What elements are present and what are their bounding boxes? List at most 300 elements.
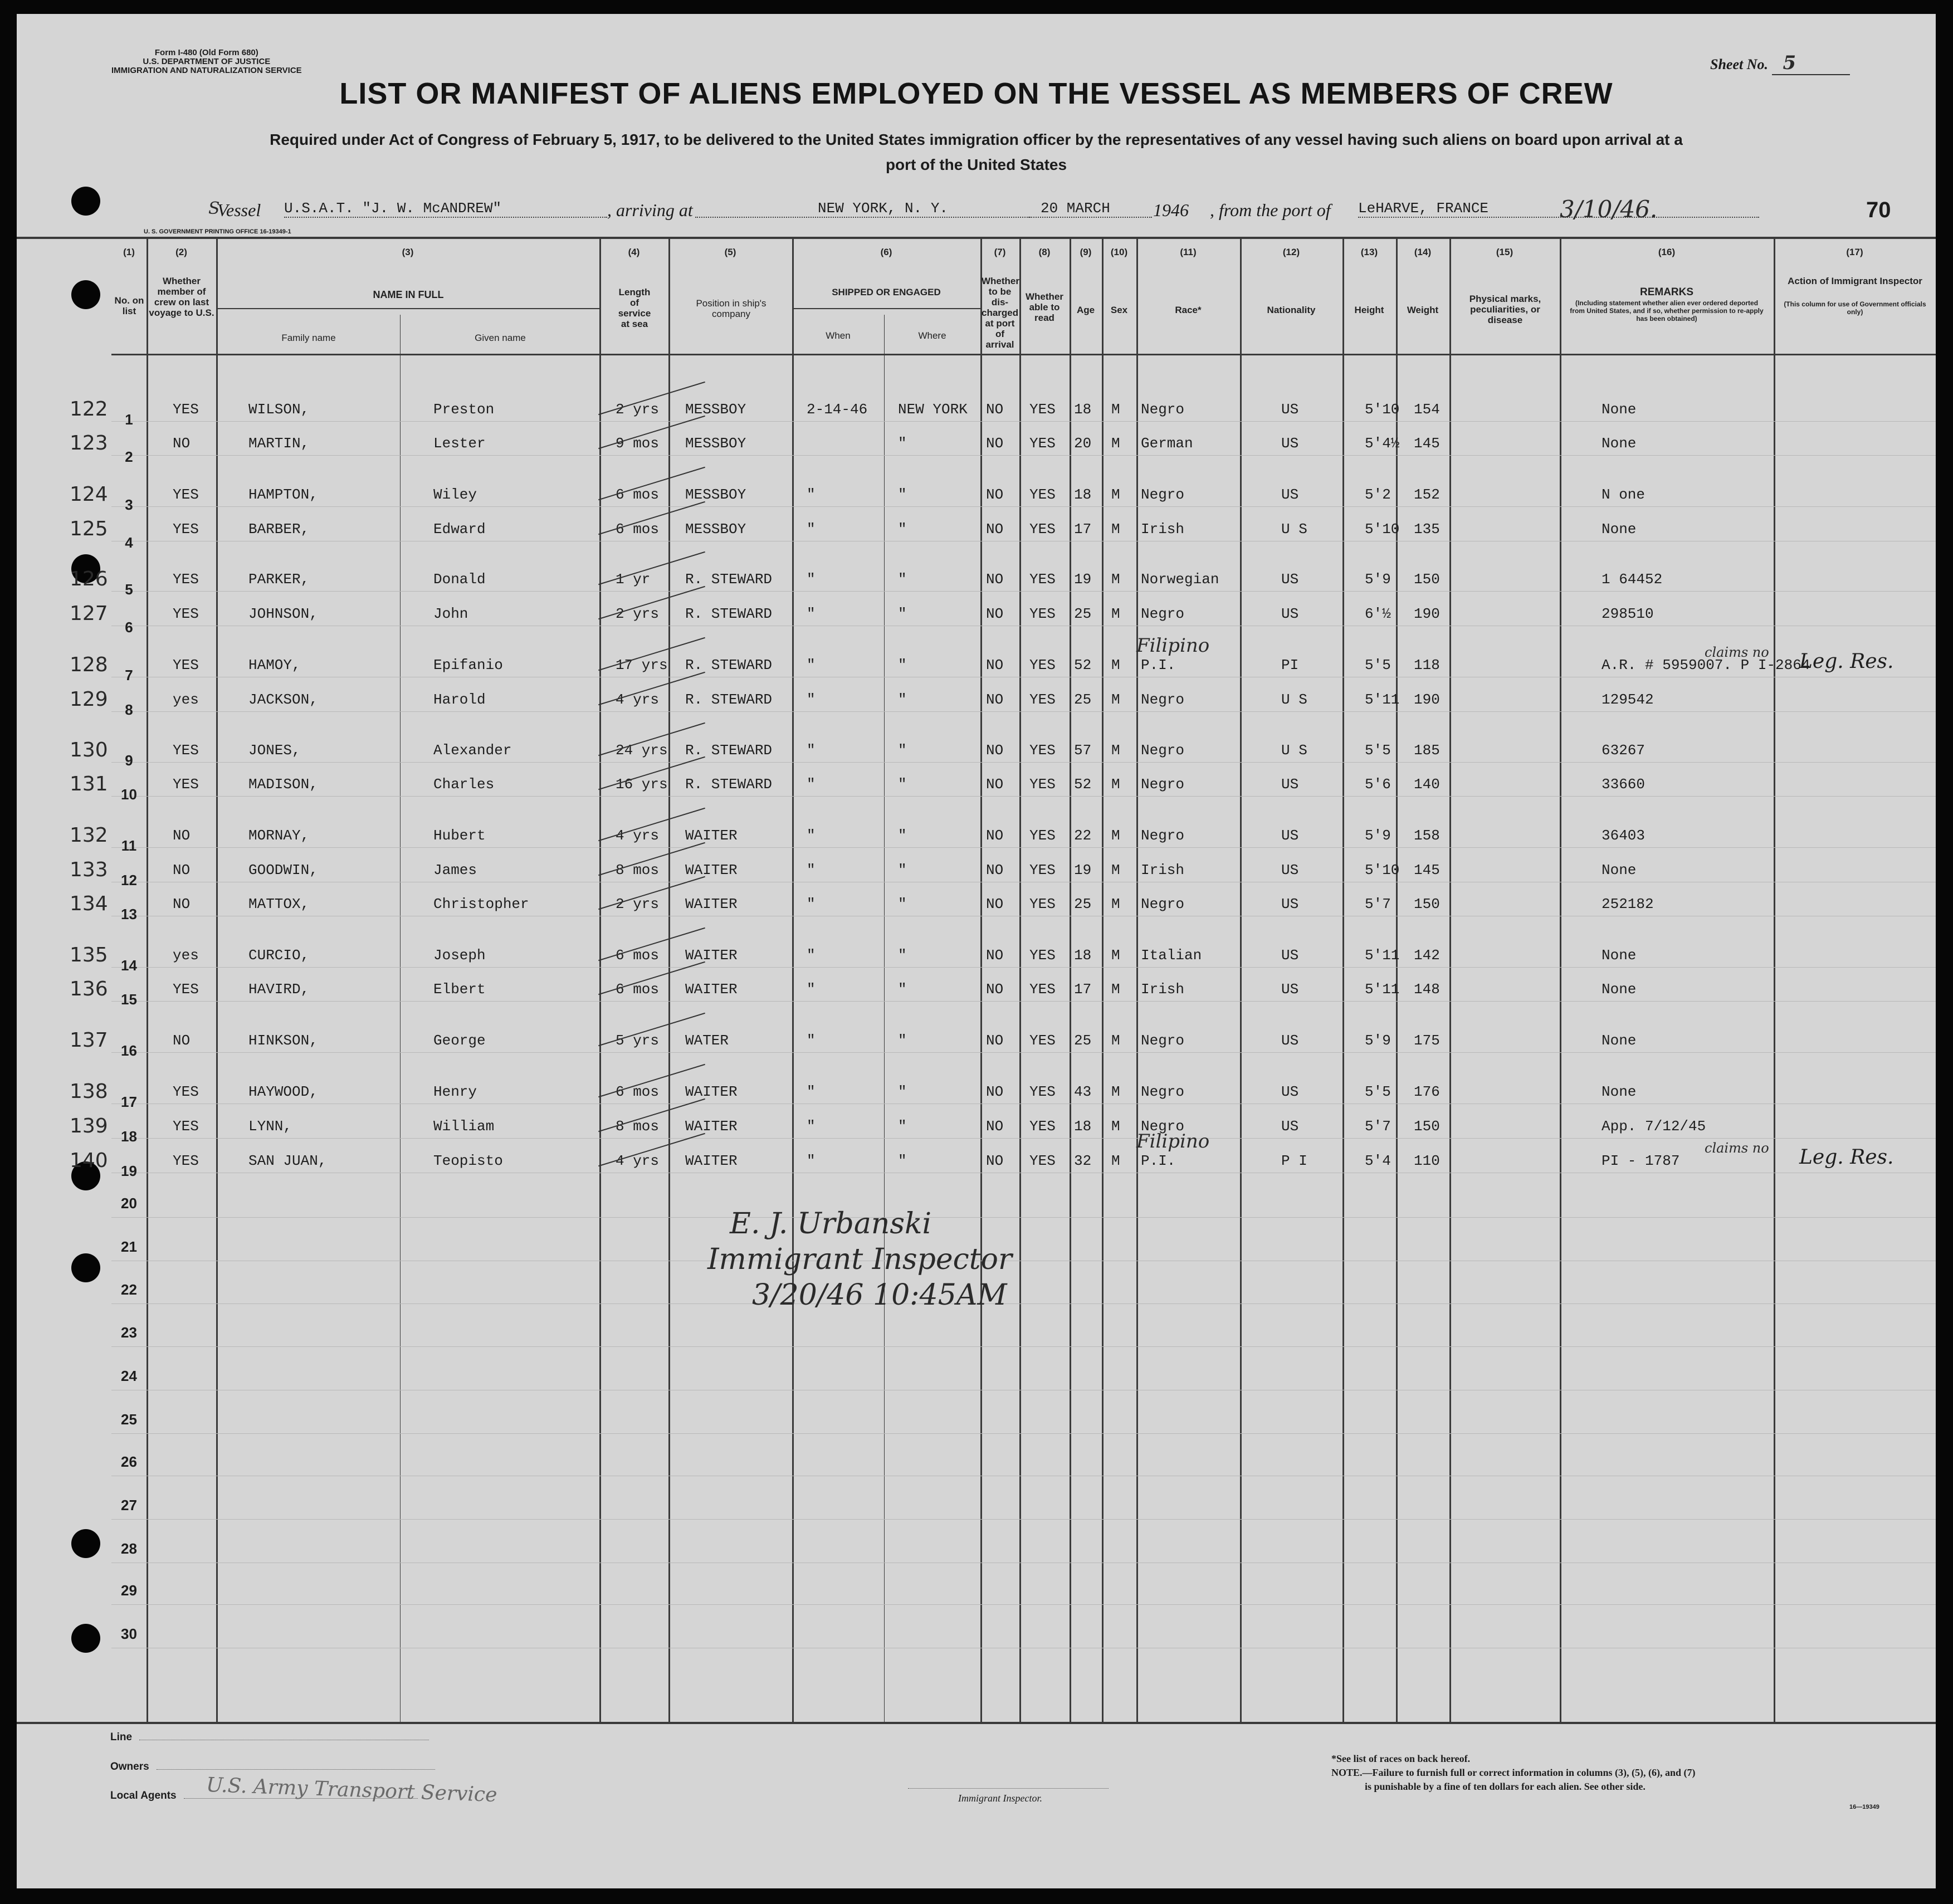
vessel-label: Vessel <box>217 200 261 220</box>
binder-hole <box>71 280 100 309</box>
given-name-cell: Charles <box>433 776 495 793</box>
able-to-read-cell: YES <box>1029 691 1056 708</box>
line-number: 9 <box>125 752 133 769</box>
nationality-cell: US <box>1281 606 1299 622</box>
position-cell: MESSBOY <box>685 486 746 503</box>
shipped-when-cell: " <box>807 1083 816 1100</box>
sheet-row-id: 125 <box>70 518 108 540</box>
prev-voyage-cell: YES <box>173 981 199 998</box>
able-to-read-cell: YES <box>1029 606 1056 622</box>
prev-voyage-cell: YES <box>173 571 199 588</box>
position-cell: WAITER <box>685 862 738 878</box>
discharged-cell: NO <box>986 521 1004 538</box>
table-row <box>17 398 1936 428</box>
race-cell: Negro <box>1141 401 1185 418</box>
sheet-row-id: 126 <box>70 568 108 590</box>
given-name-cell: Elbert <box>433 981 486 998</box>
empty-line-number: 28 <box>121 1540 137 1557</box>
inspector-label: Immigrant Inspector. <box>958 1793 1042 1804</box>
column-number: (9) <box>1080 247 1092 257</box>
shipped-when-cell: " <box>807 827 816 844</box>
family-name-cell: BARBER, <box>248 521 310 538</box>
discharged-cell: NO <box>986 1083 1004 1100</box>
position-cell: MESSBOY <box>685 435 746 452</box>
inspector-action-cell: Leg. Res. <box>1799 1146 1894 1169</box>
position-cell: R. STEWARD <box>685 606 773 622</box>
able-to-read-cell: YES <box>1029 657 1056 673</box>
row-rule <box>111 1303 1936 1304</box>
sheet-row-id: 131 <box>70 773 108 795</box>
discharged-cell: NO <box>986 947 1004 964</box>
sex-cell: M <box>1111 1153 1120 1169</box>
remarks-cell: 33660 <box>1602 776 1646 793</box>
family-name-cell: HAYWOOD, <box>248 1083 318 1100</box>
able-to-read-cell: YES <box>1029 1118 1056 1135</box>
column-number: (2) <box>175 247 187 257</box>
shipped-where-cell: NEW YORK <box>898 401 968 418</box>
shipped-when-cell: " <box>807 606 816 622</box>
sex-cell: M <box>1111 827 1120 844</box>
service-length-cell: 4 yrs <box>616 827 660 844</box>
height-cell: 5'5 <box>1365 1083 1391 1100</box>
column-number: (3) <box>402 247 414 257</box>
discharged-cell: NO <box>986 742 1004 759</box>
able-to-read-cell: YES <box>1029 896 1056 912</box>
shipped-where-cell: " <box>898 1032 907 1049</box>
height-cell: 5'11 <box>1365 691 1400 708</box>
sheet-row-id: 122 <box>70 398 108 421</box>
page-subtitle <box>17 127 1936 177</box>
signature-name: E. J. Urbanski <box>730 1207 932 1241</box>
discharged-cell: NO <box>986 1153 1004 1169</box>
arrival-port: NEW YORK, N. Y. <box>695 200 1029 218</box>
able-to-read-cell: YES <box>1029 947 1056 964</box>
line-number: 18 <box>121 1128 137 1145</box>
shipped-where-cell: " <box>898 1118 907 1135</box>
col-header-position: Position in ship's company <box>696 298 766 319</box>
shipped-header-rule <box>792 308 980 309</box>
row-rule <box>111 1217 1936 1218</box>
sheet-row-id: 128 <box>70 653 108 676</box>
sex-cell: M <box>1111 1083 1120 1100</box>
height-cell: 6'½ <box>1365 606 1391 622</box>
col-header-when: When <box>826 330 851 341</box>
family-name-cell: MORNAY, <box>248 827 310 844</box>
shipped-when-cell: " <box>807 657 816 673</box>
nationality-cell: US <box>1281 1032 1299 1049</box>
line-number: 3 <box>125 496 133 513</box>
family-name-cell: HAMPTON, <box>248 486 318 503</box>
nationality-cell: U S <box>1281 521 1307 538</box>
table-row <box>17 773 1936 803</box>
sex-cell: M <box>1111 981 1120 998</box>
shipped-where-cell: " <box>898 862 907 878</box>
family-name-cell: JONES, <box>248 742 301 759</box>
weight-cell: 140 <box>1414 776 1440 793</box>
agents-label: Local Agents <box>110 1790 177 1802</box>
sheet-row-id: 134 <box>70 892 108 915</box>
table-row <box>17 568 1936 598</box>
sex-cell: M <box>1111 657 1120 673</box>
shipped-where-cell: " <box>898 896 907 912</box>
height-cell: 5'4 <box>1365 1153 1391 1169</box>
sex-cell: M <box>1111 521 1120 538</box>
able-to-read-cell: YES <box>1029 486 1056 503</box>
nationality-cell: US <box>1281 486 1299 503</box>
age-cell: 57 <box>1074 742 1092 759</box>
sheet-row-id: 139 <box>70 1115 108 1137</box>
sheet-row-id: 136 <box>70 978 108 1000</box>
empty-line-number: 29 <box>121 1582 137 1599</box>
page-number: 70 <box>1866 198 1891 222</box>
sex-cell: M <box>1111 606 1120 622</box>
sheet-row-id: 123 <box>70 432 108 455</box>
nationality-cell: US <box>1281 896 1299 912</box>
race-cell: Norwegian <box>1141 571 1219 588</box>
binder-hole <box>71 1253 100 1282</box>
height-cell: 5'2 <box>1365 486 1391 503</box>
discharged-cell: NO <box>986 657 1004 673</box>
prev-voyage-cell: YES <box>173 1118 199 1135</box>
service-length-cell: 6 mos <box>616 521 660 538</box>
height-cell: 5'9 <box>1365 1032 1391 1049</box>
sex-cell: M <box>1111 486 1120 503</box>
sheet-row-id: 138 <box>70 1080 108 1103</box>
table-header-rule <box>111 354 1936 355</box>
name-header-rule <box>217 308 599 309</box>
position-cell: WAITER <box>685 947 738 964</box>
footer-note: *See list of races on back hereof. <box>1331 1753 1471 1764</box>
shipped-when-cell: " <box>807 1153 816 1169</box>
table-row <box>17 483 1936 513</box>
weight-cell: 150 <box>1414 896 1440 912</box>
age-cell: 18 <box>1074 1118 1092 1135</box>
shipped-where-cell: " <box>898 486 907 503</box>
table-row <box>17 634 1936 684</box>
sheet-row-id: 124 <box>70 483 108 506</box>
discharged-cell: NO <box>986 401 1004 418</box>
shipped-where-cell: " <box>898 657 907 673</box>
owners-label: Owners <box>110 1761 149 1773</box>
age-cell: 18 <box>1074 486 1092 503</box>
shipped-when-cell: " <box>807 947 816 964</box>
sex-cell: M <box>1111 691 1120 708</box>
race-cell: Negro <box>1141 486 1185 503</box>
race-cell: Negro <box>1141 896 1185 912</box>
race-cell: Irish <box>1141 862 1185 878</box>
race-cell: Negro <box>1141 776 1185 793</box>
family-name-cell: HAVIRD, <box>248 981 310 998</box>
empty-line-number: 26 <box>121 1453 137 1470</box>
position-cell: WAITER <box>685 981 738 998</box>
col-header-sex: Sex <box>1110 305 1128 315</box>
family-name-cell: SAN JUAN, <box>248 1153 327 1169</box>
service-length-cell: 6 mos <box>616 486 660 503</box>
sex-cell: M <box>1111 896 1120 912</box>
family-name-cell: CURCIO, <box>248 947 310 964</box>
shipped-when-cell: " <box>807 486 816 503</box>
nationality-cell: US <box>1281 981 1299 998</box>
remarks-cell: 63267 <box>1602 742 1646 759</box>
line-number: 11 <box>121 837 137 854</box>
prev-voyage-cell: yes <box>173 691 199 708</box>
weight-cell: 175 <box>1414 1032 1440 1049</box>
remarks-cell: N one <box>1602 486 1646 503</box>
position-cell: WAITER <box>685 1118 738 1135</box>
binder-hole <box>71 1624 100 1653</box>
sheet-row-id: 140 <box>70 1149 108 1172</box>
shipped-where-cell: " <box>898 521 907 538</box>
depart-date: 3/10/46. <box>1560 196 1658 223</box>
shipped-when-cell: " <box>807 862 816 878</box>
age-cell: 25 <box>1074 606 1092 622</box>
table-row <box>17 858 1936 888</box>
col-header-nationality: Nationality <box>1267 305 1316 315</box>
shipped-when-cell: " <box>807 776 816 793</box>
nationality-cell: US <box>1281 947 1299 964</box>
sheet-number <box>1710 52 1850 75</box>
weight-cell: 190 <box>1414 606 1440 622</box>
table-row <box>17 518 1936 551</box>
col-header-given: Given name <box>475 333 526 343</box>
remarks-cell: None <box>1602 435 1637 452</box>
prev-voyage-cell: YES <box>173 776 199 793</box>
line-number: 7 <box>125 667 133 684</box>
age-cell: 22 <box>1074 827 1092 844</box>
table-row <box>17 892 1936 922</box>
year-field <box>1153 200 1189 221</box>
prev-voyage-cell: NO <box>173 862 191 878</box>
race-cell: P.I. <box>1141 1153 1176 1169</box>
form-id-line: U.S. DEPARTMENT OF JUSTICE <box>143 57 271 66</box>
service-length-cell: 8 mos <box>616 862 660 878</box>
nationality-cell: US <box>1281 401 1299 418</box>
family-name-cell: MATTOX, <box>248 896 310 912</box>
inspector-signature <box>707 1206 1012 1313</box>
line-number: 15 <box>121 991 137 1008</box>
race-handwritten-note: Filipino <box>1136 1130 1210 1153</box>
position-cell: MESSBOY <box>685 521 746 538</box>
weight-cell: 110 <box>1414 1153 1440 1169</box>
table-row <box>17 1080 1936 1110</box>
remarks-cell: A.R. # 5959007. P I-2864 <box>1602 657 1810 673</box>
shipped-when-cell: " <box>807 1118 816 1135</box>
remarks-cell: None <box>1602 862 1637 878</box>
shipped-when-cell: " <box>807 571 816 588</box>
age-cell: 20 <box>1074 435 1092 452</box>
position-cell: WAITER <box>685 896 738 912</box>
service-length-cell: 24 yrs <box>616 742 668 759</box>
column-number: (6) <box>880 247 892 257</box>
family-name-cell: JACKSON, <box>248 691 318 708</box>
col-header-shipped: SHIPPED OR ENGAGED <box>832 287 941 297</box>
able-to-read-cell: YES <box>1029 1083 1056 1100</box>
sex-cell: M <box>1111 742 1120 759</box>
discharged-cell: NO <box>986 827 1004 844</box>
nationality-cell: P I <box>1281 1153 1307 1169</box>
able-to-read-cell: YES <box>1029 401 1056 418</box>
vessel-name: U.S.A.T. "J. W. McANDREW" <box>284 200 607 218</box>
empty-line-number: 23 <box>121 1324 137 1341</box>
table-bottom-rule <box>17 1722 1936 1724</box>
shipped-where-cell: " <box>898 606 907 622</box>
remarks-cell: None <box>1602 947 1637 964</box>
prev-voyage-cell: YES <box>173 742 199 759</box>
col-header-weight: Weight <box>1407 305 1439 315</box>
age-cell: 19 <box>1074 862 1092 878</box>
shipped-when-cell: " <box>807 981 816 998</box>
family-name-cell: LYNN, <box>248 1118 292 1135</box>
shipped-when-cell: 2-14-46 <box>807 401 868 418</box>
prev-voyage-cell: YES <box>173 521 199 538</box>
remarks-cell: 129542 <box>1602 691 1654 708</box>
given-name-cell: Preston <box>433 401 495 418</box>
able-to-read-cell: YES <box>1029 776 1056 793</box>
race-cell: German <box>1141 435 1193 452</box>
form-code: 16—19349 <box>1849 1804 1879 1810</box>
position-cell: R. STEWARD <box>685 691 773 708</box>
binder-hole <box>71 1529 100 1558</box>
form-id <box>111 48 302 75</box>
footer-note: is punishable by a fine of ten dollars for each alien. See other side. <box>1365 1781 1646 1792</box>
line-number: 12 <box>121 872 137 888</box>
sex-cell: M <box>1111 435 1120 452</box>
remarks-cell: App. 7/12/45 <box>1602 1118 1706 1135</box>
empty-line-number: 27 <box>121 1497 137 1514</box>
line-number: 17 <box>121 1093 137 1110</box>
prev-voyage-cell: yes <box>173 947 199 964</box>
weight-cell: 185 <box>1414 742 1440 759</box>
race-cell: Negro <box>1141 691 1185 708</box>
nationality-cell: U S <box>1281 742 1307 759</box>
weight-cell: 142 <box>1414 947 1440 964</box>
remarks-cell: None <box>1602 521 1637 538</box>
line-number: 14 <box>121 957 137 974</box>
remarks-cell: PI - 1787 <box>1602 1153 1680 1169</box>
column-number: (8) <box>1038 247 1051 257</box>
nationality-cell: US <box>1281 776 1299 793</box>
sex-cell: M <box>1111 571 1120 588</box>
shipped-where-cell: " <box>898 1083 907 1100</box>
shipped-where-cell: " <box>898 435 907 452</box>
discharged-cell: NO <box>986 486 1004 503</box>
weight-cell: 190 <box>1414 691 1440 708</box>
service-length-cell: 1 yr <box>616 571 651 588</box>
form-id-line: Form I-480 (Old Form 680) <box>154 48 258 57</box>
footer-line-label <box>110 1731 429 1744</box>
subtitle-line: Required under Act of Congress of February 5, 1917, to be delivered to the United States immigration officer by the representatives of any vessel having such aliens on board upon arrival at a <box>270 131 1683 148</box>
page-title: LIST OR MANIFEST OF ALIENS EMPLOYED ON THE VESSEL AS MEMBERS OF CREW <box>339 77 1613 110</box>
column-number: (11) <box>1180 247 1197 257</box>
sex-cell: M <box>1111 776 1120 793</box>
manifest-sheet <box>17 14 1936 1888</box>
position-cell: WAITER <box>685 1153 738 1169</box>
able-to-read-cell: YES <box>1029 571 1056 588</box>
weight-cell: 150 <box>1414 571 1440 588</box>
height-cell: 5'9 <box>1365 571 1391 588</box>
age-cell: 17 <box>1074 521 1092 538</box>
age-cell: 25 <box>1074 691 1092 708</box>
remarks-handwritten-note: claims no <box>1705 645 1769 660</box>
discharged-cell: NO <box>986 1032 1004 1049</box>
given-name-cell: Christopher <box>433 896 529 912</box>
shipped-where-cell: " <box>898 691 907 708</box>
race-cell: Negro <box>1141 827 1185 844</box>
remarks-cell: 252182 <box>1602 896 1654 912</box>
nationality-cell: U S <box>1281 691 1307 708</box>
given-name-cell: Donald <box>433 571 486 588</box>
given-name-cell: George <box>433 1032 486 1049</box>
weight-cell: 176 <box>1414 1083 1440 1100</box>
column-number: (12) <box>1282 247 1300 257</box>
able-to-read-cell: YES <box>1029 981 1056 998</box>
table-row <box>17 1029 1936 1059</box>
line-number: 2 <box>125 448 133 465</box>
remarks-cell: None <box>1602 981 1637 998</box>
weight-cell: 158 <box>1414 827 1440 844</box>
col-header-family: Family name <box>281 333 336 343</box>
weight-cell: 145 <box>1414 435 1440 452</box>
remarks-cell: 36403 <box>1602 827 1646 844</box>
empty-line-number: 20 <box>121 1195 137 1212</box>
service-length-cell: 5 yrs <box>616 1032 660 1049</box>
table-row <box>17 432 1936 465</box>
nationality-cell: US <box>1281 571 1299 588</box>
column-number: (1) <box>123 247 135 257</box>
race-handwritten-note: Filipino <box>1136 634 1210 657</box>
sex-cell: M <box>1111 401 1120 418</box>
age-cell: 25 <box>1074 1032 1092 1049</box>
inspector-signature-line <box>908 1788 1109 1789</box>
year: 1946 <box>1153 200 1189 220</box>
shipped-when-cell: " <box>807 742 816 759</box>
prev-voyage-cell: NO <box>173 435 191 452</box>
race-cell: Negro <box>1141 1032 1185 1049</box>
empty-line-number: 25 <box>121 1411 137 1428</box>
column-number: (10) <box>1110 247 1128 257</box>
row-rule <box>111 1346 1936 1347</box>
line-number: 4 <box>125 534 133 551</box>
subtitle-line: port of the United States <box>885 156 1067 173</box>
service-length-cell: 6 mos <box>616 981 660 998</box>
col-header-height: Height <box>1354 305 1384 315</box>
family-name-cell: PARKER, <box>248 571 310 588</box>
position-cell: WAITER <box>685 1083 738 1100</box>
able-to-read-cell: YES <box>1029 1032 1056 1049</box>
shipped-where-cell: " <box>898 827 907 844</box>
shipped-when-cell: " <box>807 1032 816 1049</box>
shipped-when-cell: " <box>807 691 816 708</box>
position-cell: WATER <box>685 1032 729 1049</box>
line-number: 16 <box>121 1042 137 1059</box>
col-header-name: NAME IN FULL <box>373 289 444 300</box>
weight-cell: 135 <box>1414 521 1440 538</box>
sex-cell: M <box>1111 862 1120 878</box>
given-name-cell: John <box>433 606 468 622</box>
age-cell: 18 <box>1074 947 1092 964</box>
service-length-cell: 4 yrs <box>616 1153 660 1169</box>
sheet-row-id: 132 <box>70 824 108 847</box>
signature-title: Immigrant Inspector <box>707 1243 1012 1276</box>
weight-cell: 150 <box>1414 1118 1440 1135</box>
height-cell: 5'5 <box>1365 657 1391 673</box>
prev-voyage-cell: NO <box>173 1032 191 1049</box>
position-cell: R. STEWARD <box>685 776 773 793</box>
shipped-where-cell: " <box>898 776 907 793</box>
empty-line-number: 21 <box>121 1238 137 1255</box>
sheet-row-id: 129 <box>70 688 108 711</box>
service-length-cell: 6 mos <box>616 947 660 964</box>
